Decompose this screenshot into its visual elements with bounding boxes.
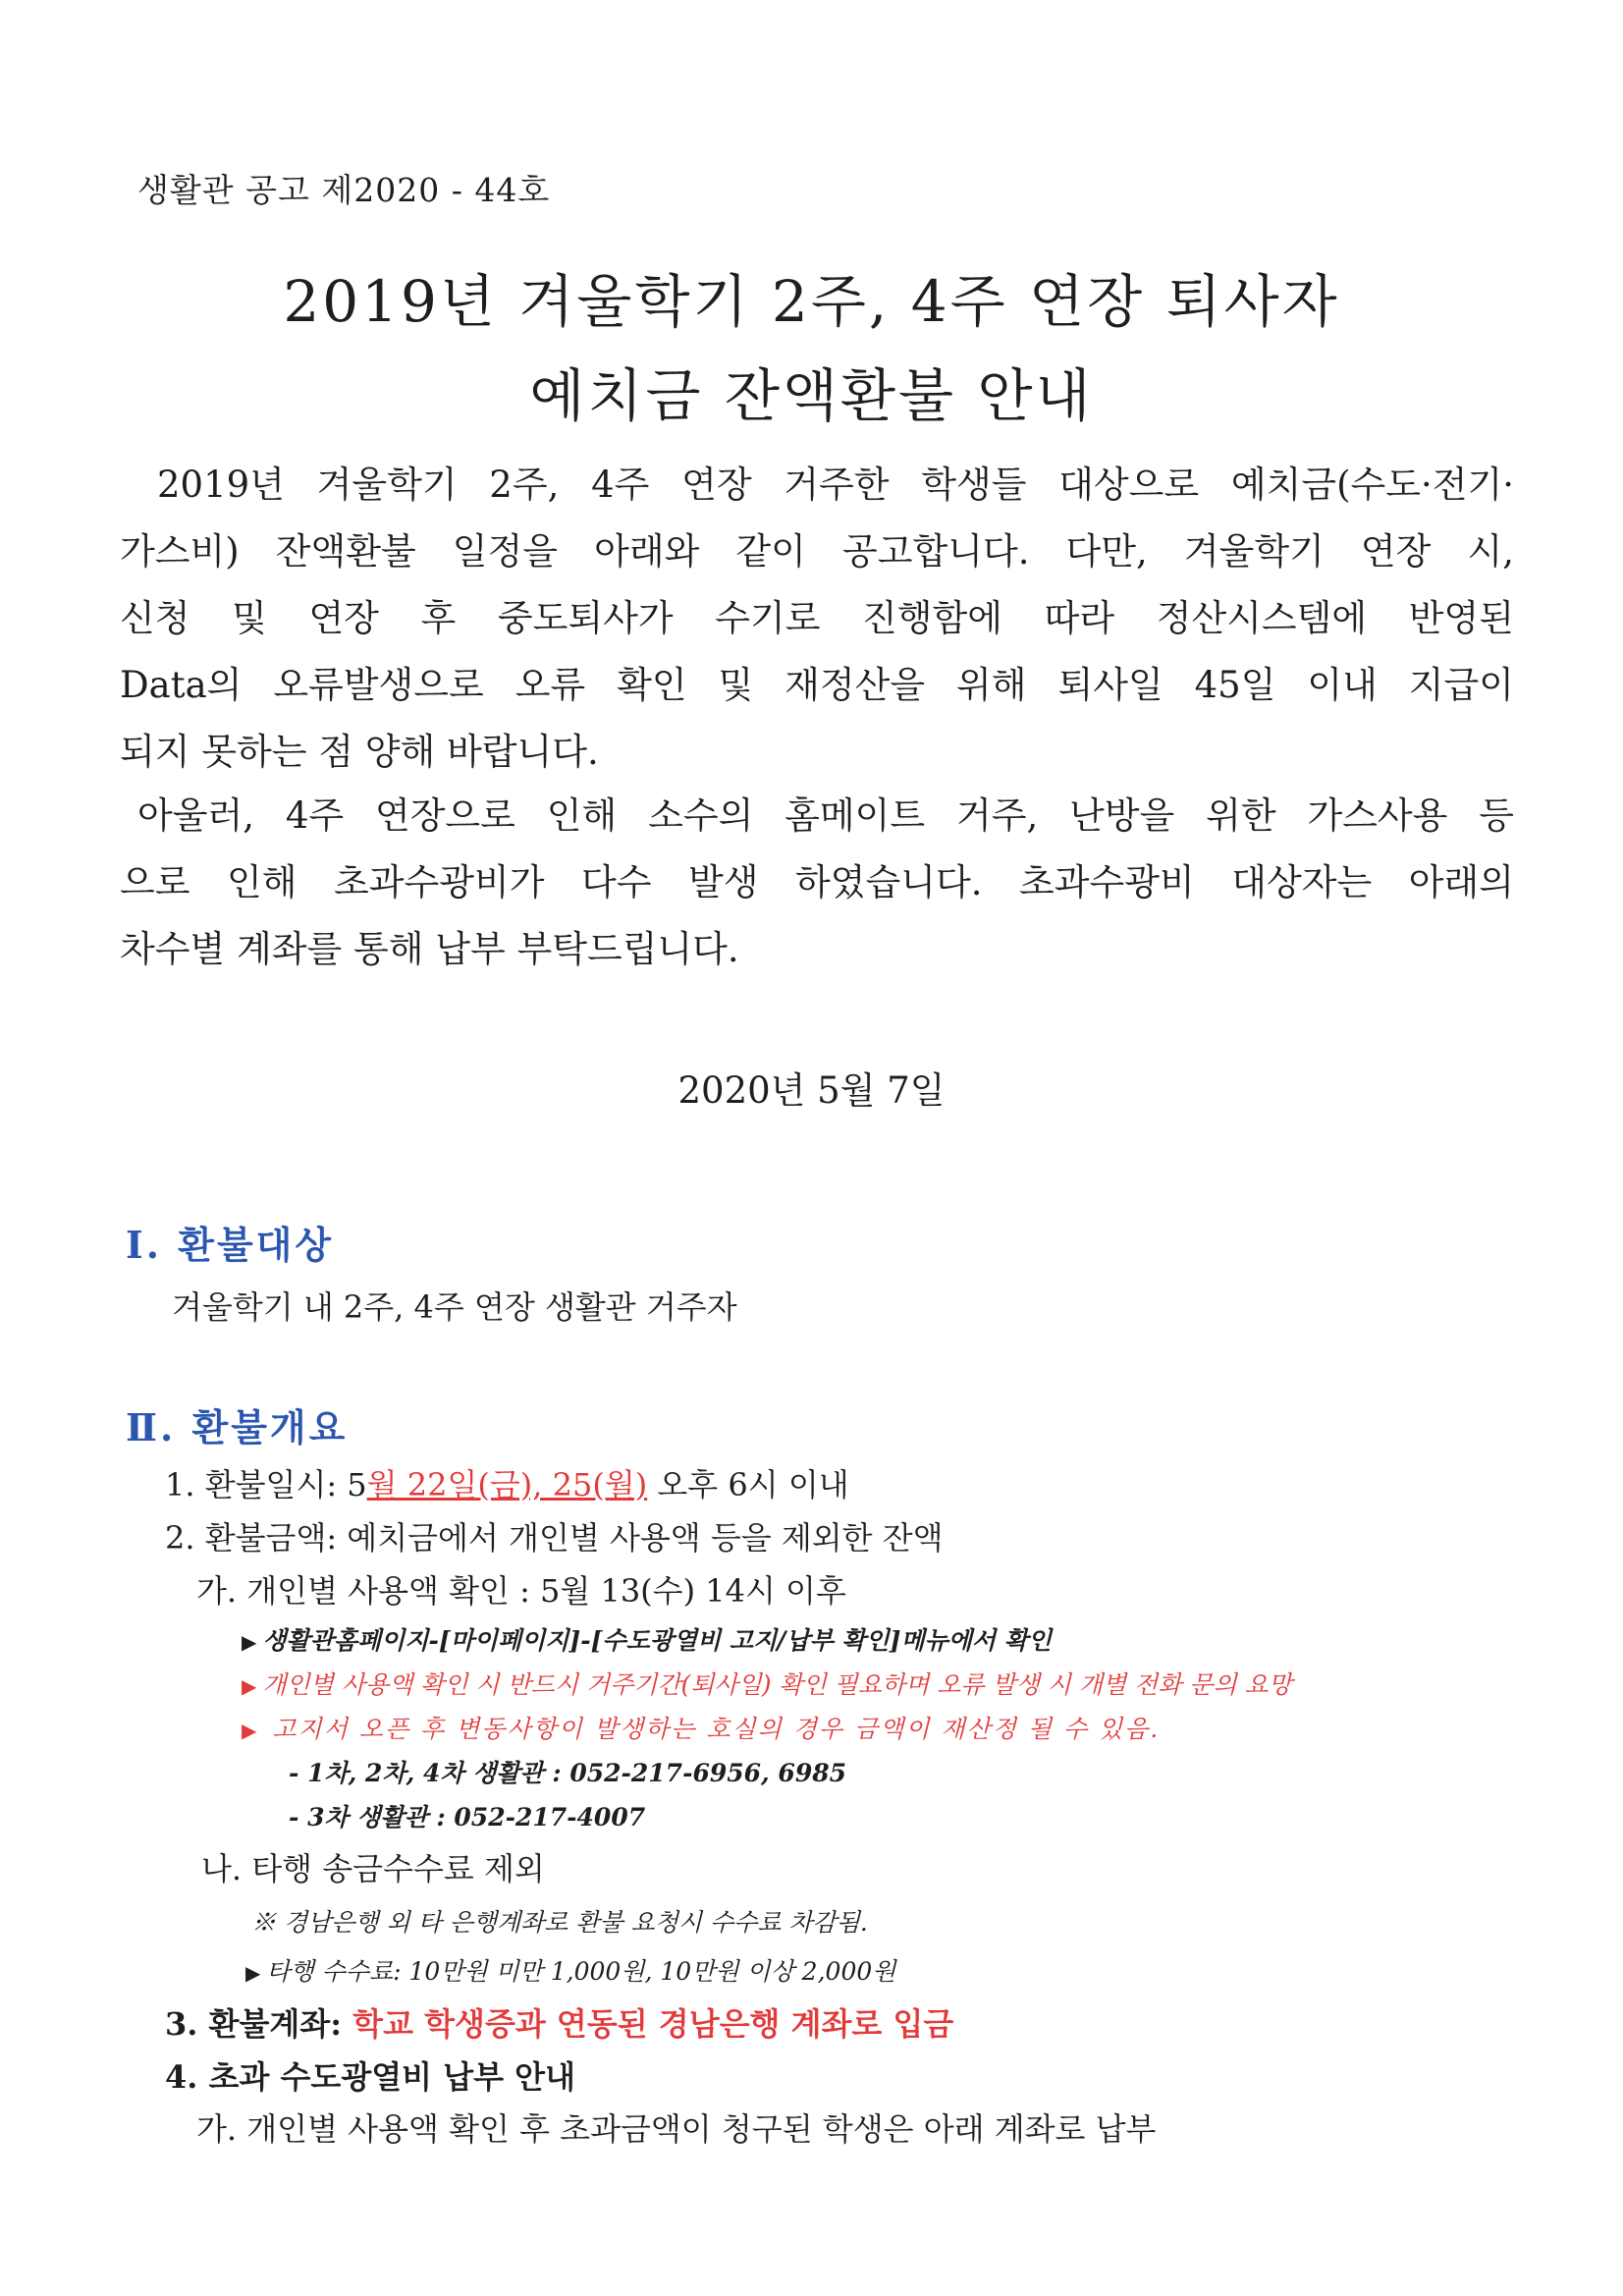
paragraph-line: 차수별 계좌를 통해 납부 부탁드립니다.: [120, 928, 739, 970]
notice-number: 생활관 공고 제2020 - 44호: [137, 171, 551, 209]
excess-utility-item: 4. 초과 수도광열비 납부 안내: [165, 2058, 576, 2096]
title-line-1: 2019년 겨울학기 2주, 4주 연장 퇴사자: [283, 268, 1340, 335]
triangle-bullet-icon: ▶: [242, 1674, 257, 1698]
bullet-homepage-text: 생활관홈페이지-[마이페이지]-[수도광열비 고지/납부 확인]메뉴에서 확인: [262, 1626, 1053, 1655]
paragraph-line: Data의 오류발생으로 오류 확인 및 재정산을 위해 퇴사일 45일 이내 지급이: [120, 664, 1514, 706]
refund-date-item: [165, 1460, 849, 1505]
transfer-fee-item: 나. 타행 송금수수료 제외: [201, 1850, 545, 1887]
paragraph-line: 되지 못하는 점 양해 바랍니다.: [120, 731, 599, 773]
refund-account-item: [165, 1999, 953, 2045]
intro-paragraph-2: [120, 783, 1514, 983]
refund-account-label: 3. 환불계좌:: [165, 2005, 353, 2043]
refund-account-highlight: 학교 학생증과 연동된 경남은행 계좌로 입금: [352, 2005, 954, 2043]
refund-date-highlight: 월 22일(금), 25(월): [366, 1466, 648, 1503]
excess-payment-instruction: 가. 개인별 사용액 확인 후 초과금액이 청구된 학생은 아래 계좌로 납부: [196, 2110, 1157, 2148]
section-heading-refund-overview: Ⅱ. 환불개요: [126, 1405, 349, 1449]
refund-date-tail: 오후 6시 이내: [647, 1466, 849, 1503]
section-heading-refund-target: Ⅰ. 환불대상: [126, 1223, 335, 1267]
refund-date-label: 1. 환불일시: 5: [165, 1466, 367, 1503]
refund-amount-item: 2. 환불금액: 예치금에서 개인별 사용액 등을 제외한 잔액: [165, 1519, 944, 1557]
refund-target-text: 겨울학기 내 2주, 4주 연장 생활관 거주자: [172, 1288, 737, 1326]
transfer-fee-note: ※ 경남은행 외 타 은행계좌로 환불 요청시 수수료 차감됨.: [251, 1908, 868, 1937]
contact-dorm-3: - 3차 생활관 : 052-217-4007: [289, 1803, 646, 1831]
bullet-recalculation-text: 고지서 오픈 후 변동사항이 발생하는 호실의 경우 금액이 재산정 될 수 있음.: [272, 1715, 1161, 1743]
bullet-residence-check: [242, 1666, 1292, 1701]
triangle-bullet-icon: ▶: [242, 1630, 257, 1654]
paragraph-line: 가스비) 잔액환불 일정을 아래와 같이 공고합니다. 다만, 겨울학기 연장 시,: [120, 530, 1514, 573]
notice-date: 2020년 5월 7일: [677, 1069, 946, 1112]
transfer-fee-amounts-text: 타행 수수료: 10만원 미만 1,000원, 10만원 이상 2,000원: [266, 1957, 896, 1986]
paragraph-line: 아울러, 4주 연장으로 인해 소수의 홈메이트 거주, 난방을 위한 가스사용 등: [137, 794, 1514, 837]
paragraph-line: 으로 인해 초과수광비가 다수 발생 하였습니다. 초과수광비 대상자는 아래의: [120, 861, 1514, 903]
bullet-residence-text: 개인별 사용액 확인 시 반드시 거주기간(퇴사일) 확인 필요하며 오류 발생 시 개별 전화 문의 요망: [262, 1670, 1292, 1699]
paragraph-line: 2019년 겨울학기 2주, 4주 연장 거주한 학생들 대상으로 예치금(수도·전기·: [157, 464, 1514, 506]
bullet-recalculation: [242, 1710, 1160, 1745]
usage-check-item: 가. 개인별 사용액 확인 : 5월 13(수) 14시 이후: [196, 1572, 846, 1610]
triangle-bullet-icon: ▶: [245, 1961, 261, 1985]
intro-paragraph-1: [120, 452, 1514, 786]
paragraph-line: 신청 및 연장 후 중도퇴사가 수기로 진행함에 따라 정산시스템에 반영된: [120, 597, 1514, 639]
transfer-fee-amounts: [245, 1952, 895, 1988]
bullet-homepage: [242, 1621, 1052, 1657]
contact-dorm-1-2-4: - 1차, 2차, 4차 생활관 : 052-217-6956, 6985: [289, 1759, 847, 1787]
title-line-2: 예치금 잔액환불 안내: [529, 362, 1094, 429]
triangle-bullet-icon: ▶: [242, 1719, 259, 1742]
